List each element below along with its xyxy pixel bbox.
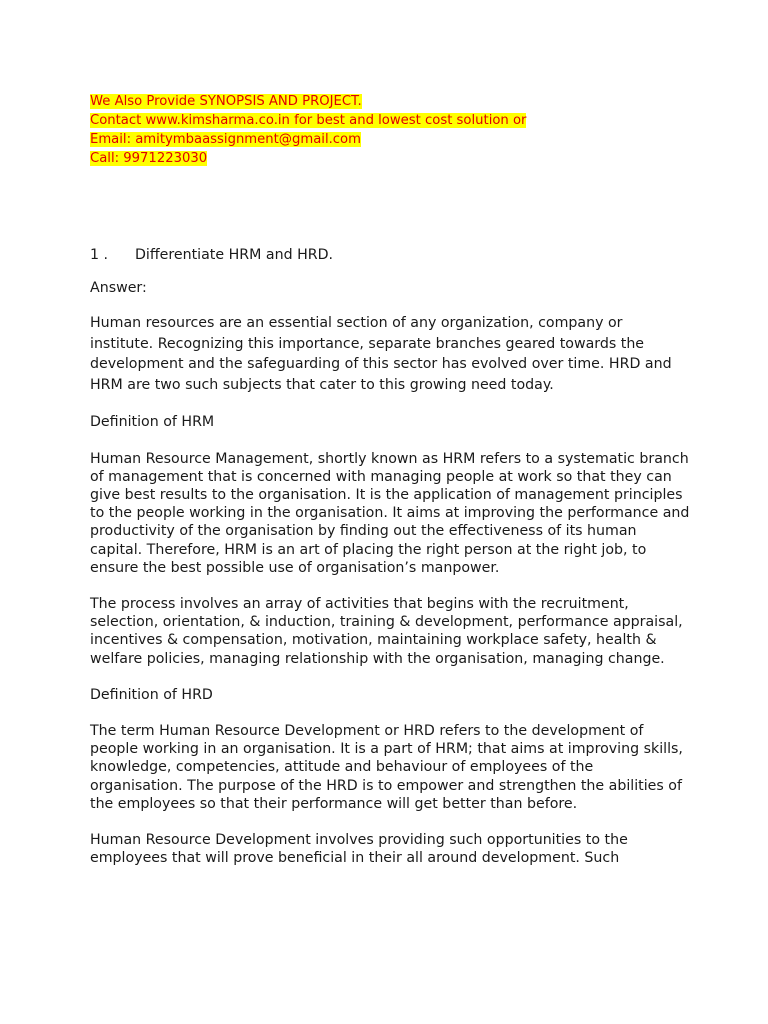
document-body [90, 246, 690, 885]
promo-block [90, 92, 526, 168]
question-line [90, 246, 690, 264]
promo-line [90, 92, 526, 111]
process-paragraph: The process involves an array of activities that begins with the recruitment, selection, orientation, & induction, training & development, performance appraisal, incentives & compensation, motivation, maintaining workplace safety, health & welfare policies, managing relationship with the organisation, managing change. [90, 596, 683, 667]
hrd-continued-paragraph: Human Resource Development involves providing such opportunities to the employees that will prove beneficial in their all around development. Such [90, 832, 628, 867]
question-number: 1 . [90, 247, 109, 263]
promo-line [90, 111, 526, 130]
promo-line [90, 149, 526, 168]
promo-line-text: We Also Provide SYNOPSIS AND PROJECT. [90, 94, 362, 109]
promo-line-text: Email: amitymbaassignment@gmail.com [90, 132, 361, 147]
promo-line [90, 130, 526, 149]
hrm-definition-paragraph: Human Resource Management, shortly known as HRM refers to a systematic branch of management that is concerned with managing people at work so that they can give best results to the organisation. It is the application of management principles to the people working in the organisation. It aims at improving the performance and productivity of the organisation by finding out the effectiveness of its human capital. Therefore, HRM is an art of placing the right person at the right job, to ensure the best possible use of organisation’s manpower. [90, 450, 690, 576]
promo-line-text: Call: 9971223030 [90, 151, 208, 166]
hrm-heading: Definition of HRM [90, 414, 215, 431]
hrd-heading: Definition of HRD [90, 686, 213, 703]
answer-label: Answer: [90, 280, 147, 297]
intro-paragraph: Human resources are an essential section of any organization, company or institute. Recognizing this importance, separate branches geared towards the development and the safeguarding of this sector has evolved over time. HRD and HRM are two such subjects that cater to this growing need today. [90, 315, 672, 393]
hrd-definition-paragraph: The term Human Resource Development or HRD refers to the development of people working in an organisation. It is a part of HRM; that aims at improving skills, knowledge, competencies, attitude and behaviour of employees of the organisation. The purpose of the HRD is to empower and strengthen the abilities of the employees so that their performance will get better than before. [90, 723, 683, 812]
promo-line-text: Contact www.kimsharma.co.in for best and lowest cost solution or [90, 113, 527, 128]
question-text: Differentiate HRM and HRD. [135, 247, 334, 263]
